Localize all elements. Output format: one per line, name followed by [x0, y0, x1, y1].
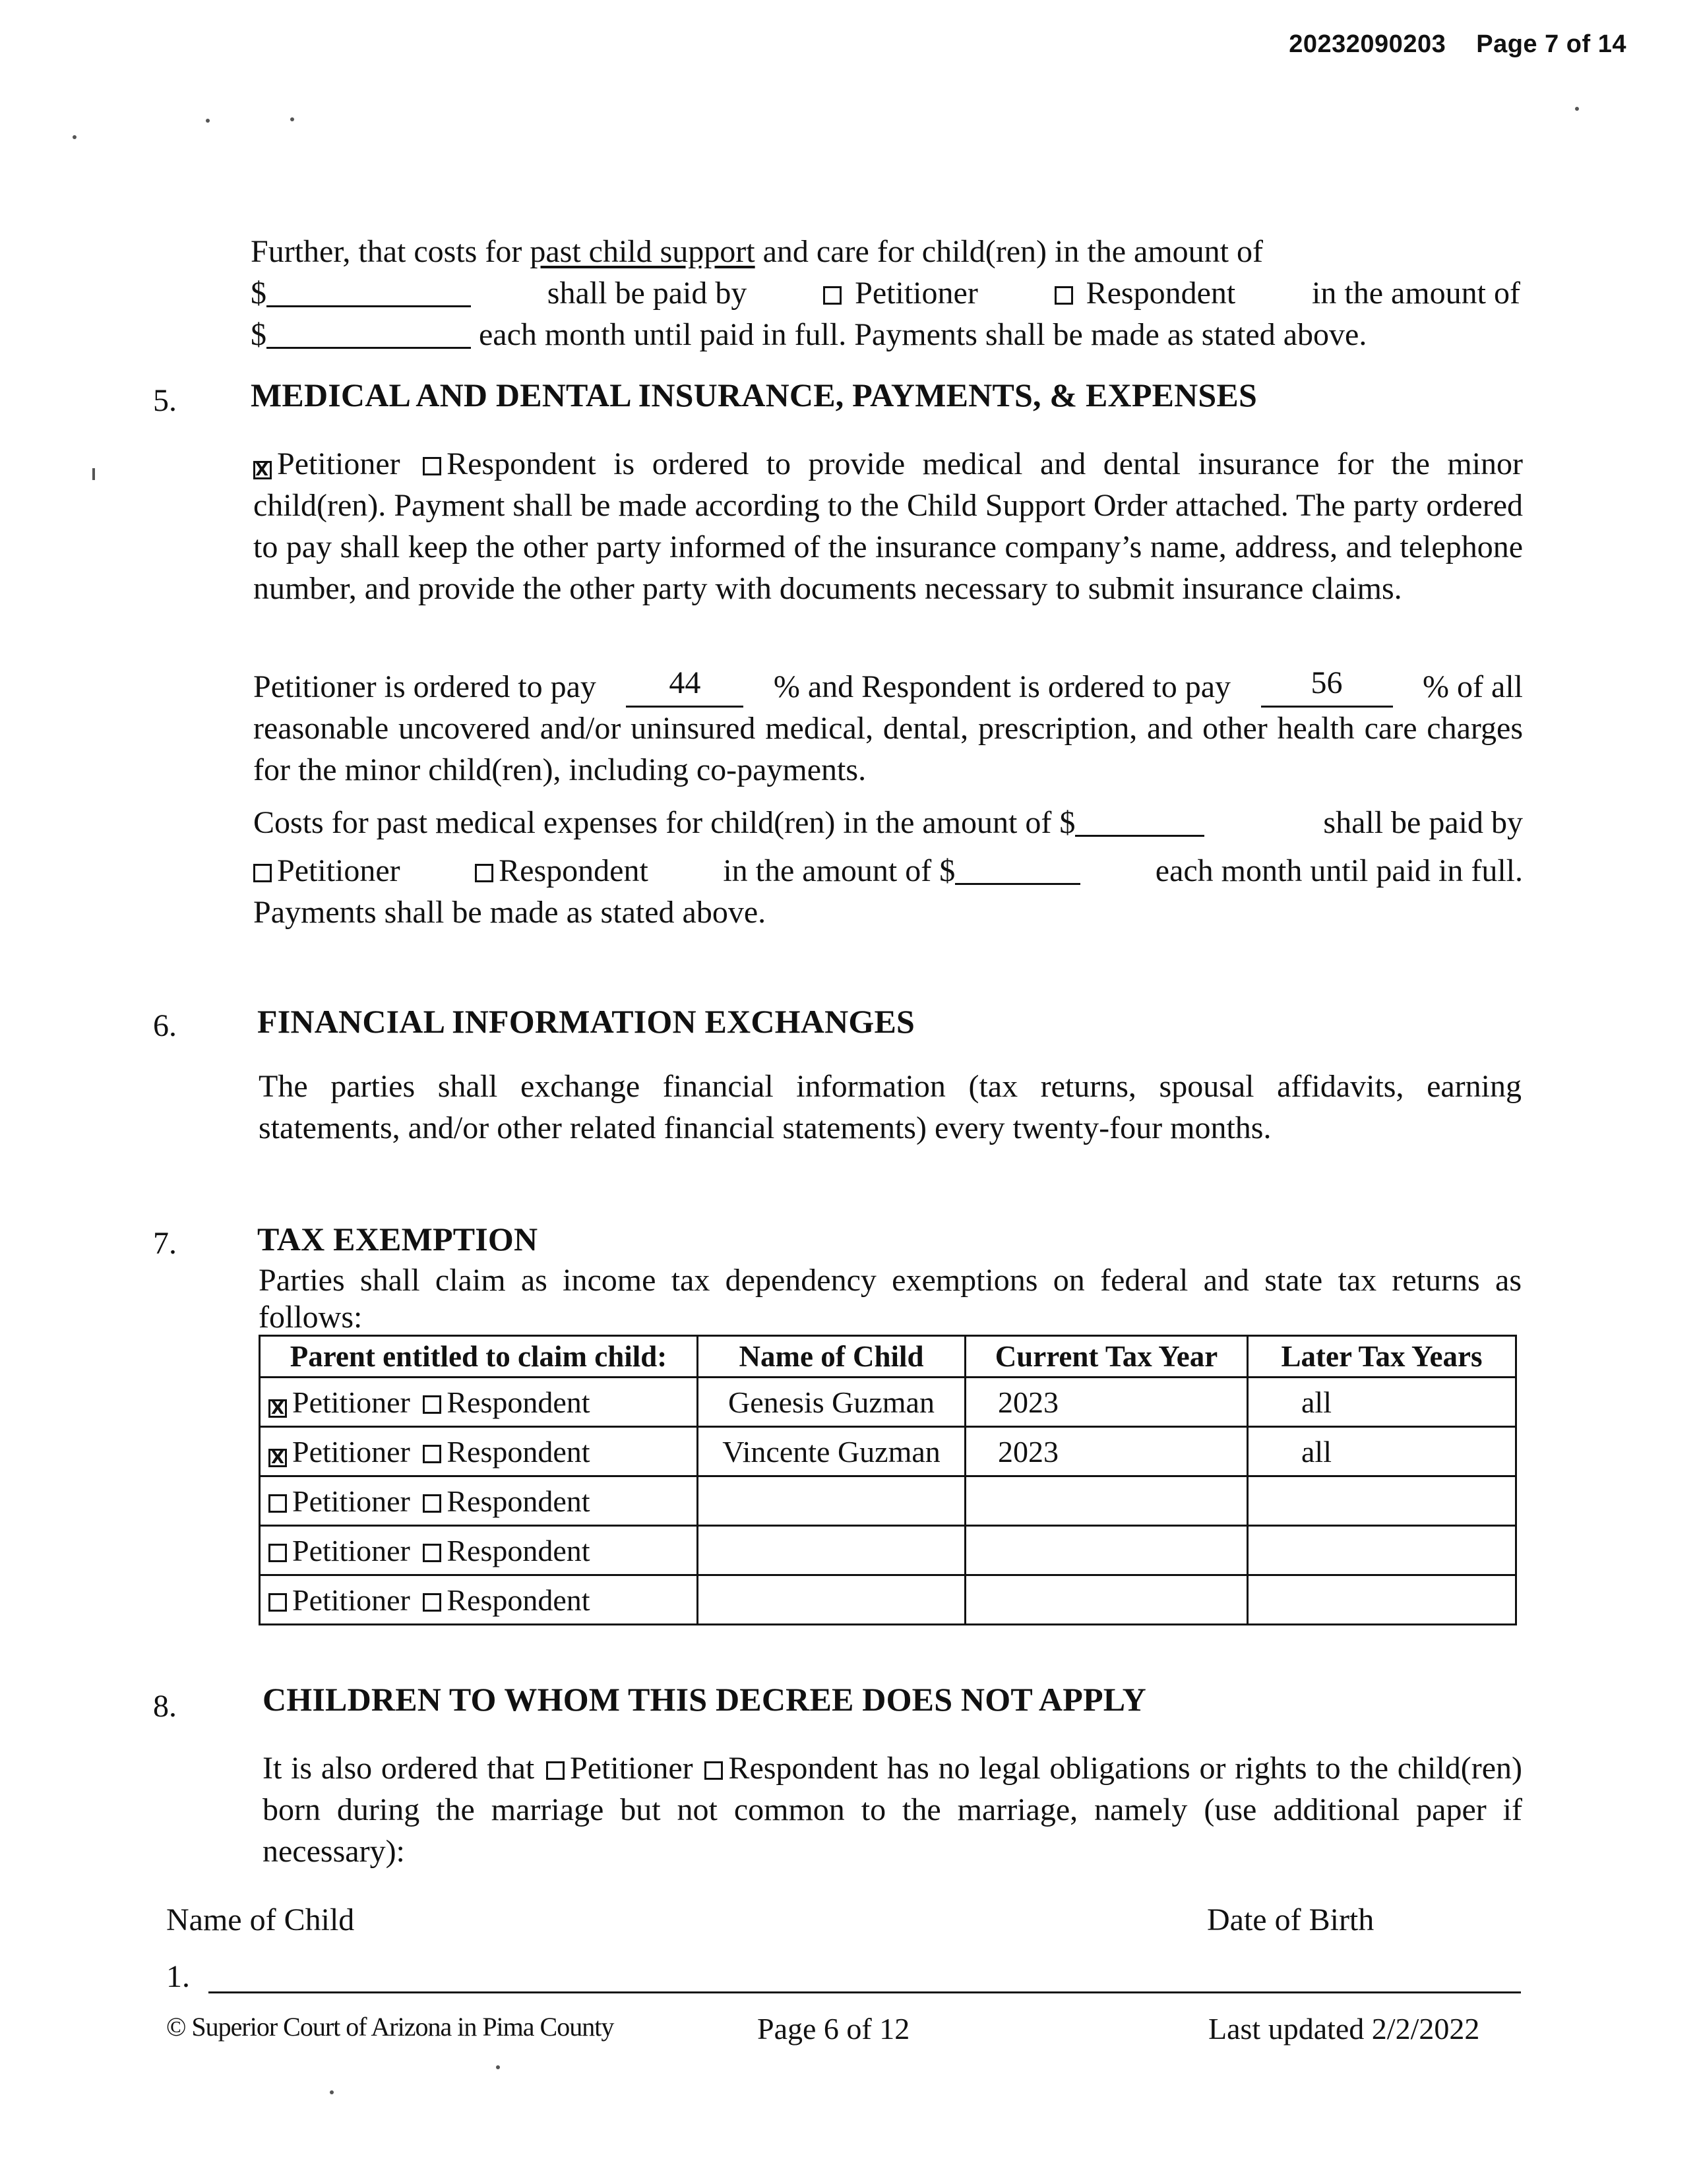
- section-6-title: FINANCIAL INFORMATION EXCHANGES: [257, 1003, 915, 1040]
- section-5-title: MEDICAL AND DENTAL INSURANCE, PAYMENTS, & EXPENSES: [251, 377, 1257, 413]
- not-apply-petitioner-checkbox[interactable]: [546, 1761, 565, 1780]
- document-header: [1289, 30, 1626, 59]
- past-support-respondent-checkbox[interactable]: [1055, 286, 1073, 305]
- child-name-cell: Vincente Guzman: [698, 1427, 966, 1476]
- petitioner-label: Petitioner: [292, 1583, 410, 1617]
- current-year-cell: [966, 1526, 1248, 1575]
- insurance-paragraph: X Petitioner Respondent is ordered to provide medical and dental insurance for the minor child(ren). Payment shall be made according to the Child Support Order attached. The party ordered to pay shall keep the other party informed of the insurance company’s name, address, and telephone number, and provide the other party with documents necessary to submit insurance claims.: [253, 446, 1524, 606]
- scan-speck: [1575, 107, 1579, 111]
- parent-cell: [260, 1575, 698, 1625]
- parent-cell: [260, 1476, 698, 1526]
- past-medical-paragraph: Costs for past medical expenses for child(ren) in the amount of $ shall be paid by Petitioner Respondent in the amount of $ each month until paid in full. Payments shall be made as stated above.: [253, 805, 1523, 930]
- row-respondent-checkbox[interactable]: [423, 1445, 441, 1463]
- past-medical-amount-blank[interactable]: [1075, 806, 1204, 837]
- current-year-cell: 2023: [966, 1427, 1248, 1476]
- insurance-petitioner-checkbox[interactable]: X: [253, 461, 272, 479]
- row-petitioner-checkbox[interactable]: X: [268, 1449, 287, 1467]
- parent-cell: [260, 1378, 698, 1427]
- row-respondent-checkbox[interactable]: [423, 1395, 441, 1414]
- scan-speck: [290, 117, 294, 121]
- scan-speck: [92, 468, 95, 480]
- page-label: Page 7 of 14: [1476, 30, 1626, 58]
- past-medical-petitioner-checkbox[interactable]: [253, 864, 272, 882]
- past-support-line-3: $ each month until paid in full. Payments shall be made as stated above.: [251, 317, 1367, 352]
- financial-exchange-paragraph: The parties shall exchange financial information (tax returns, spousal affidavits, earning statements, and/or other related financial statements) every twenty-four months.: [259, 1069, 1522, 1145]
- past-child-support-paragraph: [251, 231, 1520, 355]
- respondent-label: Respondent: [447, 1484, 590, 1518]
- child-name-cell: Genesis Guzman: [698, 1378, 966, 1427]
- respondent-label: Respondent: [447, 1434, 590, 1469]
- table-row: [260, 1427, 1516, 1476]
- later-years-cell: [1248, 1476, 1516, 1526]
- past-support-amount-blank[interactable]: [266, 276, 471, 307]
- uncovered-expenses-paragraph: Petitioner is ordered to pay 44 % and Respondent is ordered to pay 56 % of all reasonable uncovered and/or uninsured medical, dental, prescription, and other health care charges for the minor child(ren), including co-payments.: [253, 665, 1523, 787]
- past-support-line-2: $ shall be paid by Petitioner Respondent in the amount of: [251, 276, 1520, 311]
- footer-copyright: © Superior Court of Arizona in Pima County: [166, 2012, 614, 2042]
- section-7-title: TAX EXEMPTION: [257, 1221, 538, 1258]
- table-row: [260, 1526, 1516, 1575]
- petitioner-label: Petitioner: [292, 1484, 410, 1518]
- past-support-line-1: Further, that costs for past child support and care for child(ren) in the amount of: [251, 234, 1263, 269]
- child-line-number: 1.: [166, 1959, 190, 1994]
- petitioner-label: Petitioner: [292, 1434, 410, 1469]
- row-petitioner-checkbox[interactable]: [268, 1494, 287, 1513]
- name-of-child-label: Name of Child: [166, 1902, 355, 1937]
- column-header: Later Tax Years: [1248, 1336, 1516, 1378]
- current-year-cell: [966, 1476, 1248, 1526]
- scan-speck: [330, 2090, 334, 2094]
- respondent-percent-field[interactable]: 56: [1261, 666, 1393, 708]
- section-8-title: CHILDREN TO WHOM THIS DECREE DOES NOT APPLY: [263, 1681, 1146, 1718]
- child-name-cell: [698, 1476, 966, 1526]
- footer-updated: Last updated 2/2/2022: [1208, 2012, 1480, 2046]
- percent-line: Petitioner is ordered to pay 44 % and Respondent is ordered to pay 56 % of all: [253, 666, 1523, 708]
- petitioner-label: Petitioner: [292, 1385, 410, 1419]
- petitioner-label: Petitioner: [292, 1533, 410, 1567]
- insurance-respondent-checkbox[interactable]: [423, 457, 441, 475]
- past-support-petitioner-checkbox[interactable]: [823, 286, 842, 305]
- table-row: [260, 1476, 1516, 1526]
- tax-exemption-table: [259, 1335, 1517, 1625]
- section-5-number: 5.: [153, 383, 177, 418]
- respondent-label: Respondent: [447, 1533, 590, 1567]
- child-name-cell: [698, 1575, 966, 1625]
- document-number: 20232090203: [1289, 30, 1446, 58]
- table-row: [260, 1575, 1516, 1625]
- tax-exemption-intro: Parties shall claim as income tax dependency exemptions on federal and state tax returns as follows:: [259, 1263, 1522, 1335]
- respondent-label: Respondent: [447, 1385, 590, 1419]
- not-apply-respondent-checkbox[interactable]: [704, 1761, 723, 1780]
- scan-speck: [206, 119, 210, 123]
- later-years-cell: [1248, 1575, 1516, 1625]
- section-7-number: 7.: [153, 1226, 177, 1261]
- scan-speck: [73, 135, 77, 139]
- row-petitioner-checkbox[interactable]: [268, 1593, 287, 1612]
- child-name-cell: [698, 1526, 966, 1575]
- later-years-cell: all: [1248, 1427, 1516, 1476]
- row-respondent-checkbox[interactable]: [423, 1544, 441, 1562]
- parent-cell: [260, 1427, 698, 1476]
- later-years-cell: [1248, 1526, 1516, 1575]
- current-year-cell: [966, 1575, 1248, 1625]
- past-medical-monthly-blank[interactable]: [955, 854, 1080, 885]
- column-header: Current Tax Year: [966, 1336, 1248, 1378]
- section-8-number: 8.: [153, 1689, 177, 1724]
- later-years-cell: all: [1248, 1378, 1516, 1427]
- table-row: [260, 1378, 1516, 1427]
- past-medical-respondent-checkbox[interactable]: [475, 864, 493, 882]
- respondent-label: Respondent: [447, 1583, 590, 1617]
- column-header: Name of Child: [698, 1336, 966, 1378]
- row-respondent-checkbox[interactable]: [423, 1494, 441, 1513]
- table-header-row: [260, 1336, 1516, 1378]
- section-6-number: 6.: [153, 1008, 177, 1043]
- past-support-monthly-blank[interactable]: [266, 318, 471, 349]
- column-header: Parent entitled to claim child:: [260, 1336, 698, 1378]
- parent-cell: [260, 1526, 698, 1575]
- row-petitioner-checkbox[interactable]: [268, 1544, 287, 1562]
- child-name-line[interactable]: [208, 1991, 1521, 1993]
- children-not-applicable-paragraph: It is also ordered that Petitioner Respondent has no legal obligations or rights to the child(ren) born during the marriage but not common to the marriage, namely (use additional paper if necessary):: [263, 1751, 1523, 1869]
- footer-page: Page 6 of 12: [757, 2012, 910, 2046]
- scan-speck: [496, 2065, 500, 2069]
- row-petitioner-checkbox[interactable]: X: [268, 1399, 287, 1418]
- petitioner-percent-field[interactable]: 44: [626, 666, 743, 708]
- current-year-cell: 2023: [966, 1378, 1248, 1427]
- row-respondent-checkbox[interactable]: [423, 1593, 441, 1612]
- date-of-birth-label: Date of Birth: [1207, 1902, 1375, 1937]
- past-child-support-underline: past child support: [530, 234, 755, 269]
